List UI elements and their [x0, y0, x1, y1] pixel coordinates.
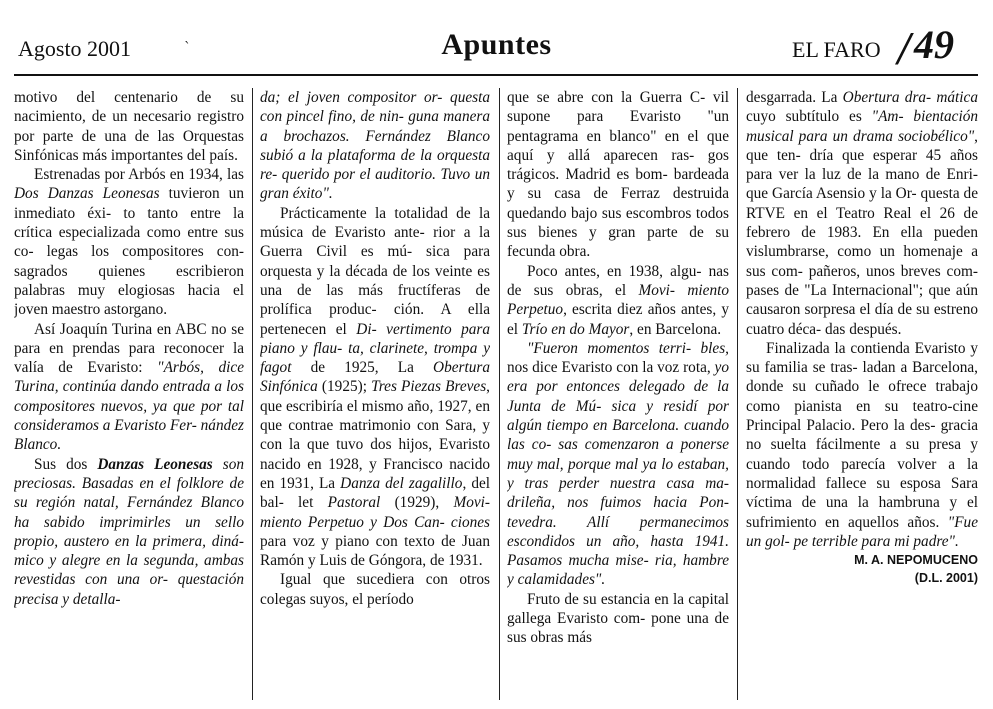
paragraph [14, 320, 244, 455]
paragraph: motivo del centenario de su nacimiento, de un necesario registro por parte de una de las Orquestas Sinfónicas más importantes del país. [14, 89, 244, 164]
paragraph [746, 88, 978, 339]
text-run: Poco antes, en 1938, algu- nas de sus obras, el [507, 262, 729, 299]
work-title: Obertura dra- mática [842, 89, 978, 106]
text-run: , escrita diez años antes, y el [507, 301, 729, 338]
paragraph [260, 204, 490, 571]
newspaper-name: EL FARO [792, 37, 881, 62]
work-title: Di- vertimento para piano y flau- ta, clarinete, trompa y fagot [260, 320, 490, 377]
paragraph: que se abre con la Guerra C- vil supone para Evaristo "un pentagrama en blanco" en el que aquí y allá aparecen ras- gos trágicos. Madrid es bom- bardeada y su casa de Ferraz destruida quedando bajo sus escombros todos sus bienes y gran parte de su fecunda obra. [507, 89, 729, 261]
paragraph [507, 262, 729, 339]
paragraph: Fruto de su estancia en la capital gallega Evaristo com- pone una de sus obras más [507, 590, 729, 647]
page-number: 49 [914, 22, 954, 67]
text-run: cuyo subtítulo es [746, 108, 872, 126]
quote: "Fue un gol- pe terrible para mi padre". [746, 513, 978, 550]
work-title: Danza del zagalillo [340, 474, 463, 492]
paragraph [14, 455, 244, 609]
text-run: , que ten- dría que esperar 45 años para ver la luz de la mano de Enri- que García Asensio y la Or- questa de RTVE en el Teatro Real el 26 de febrero de 1983. En ella pueden vislumbrarse, como un homenaje a sus com- pañeros, unos breves com- pases de "La Internacional"; que aún causaron sorpresa el día de su estreno cuatro déca- das después. [746, 127, 978, 338]
paragraph [507, 339, 729, 590]
text-run: , en Barcelona. [629, 320, 722, 338]
paragraph [260, 88, 490, 204]
page-slash: / [898, 26, 911, 70]
text-run: Finalizada la contienda Evaristo y su familia se tras- ladan a Barcelona, donde su cuñado le ofrece trabajo como pianista en su teatro-cine Principal Palacio. Pero la des- gracia no suelta fácilmente a su presa y cuando todo parecía volver a la normalidad fallece su esposa Sara víctima de una la hambruna y el sufrimiento en aquellos años. [746, 339, 978, 531]
author-byline: M. A. NEPOMUCENO [854, 553, 978, 568]
quote: "Fueron momentos terri- bles, [527, 339, 729, 357]
quote: son preciosas. Basadas en el folklore de su región natal, Fernández Blanco ha sabido imprimirles un sello propio, austero en la primera, diná- mico y alegre en la segunda, ambas revestidas con una or- questación precisa y detalla- [14, 455, 244, 608]
text-run: desgarrada. La [746, 89, 843, 106]
legal-deposit: (D.L. 2001) [914, 571, 978, 586]
column-divider [499, 88, 500, 700]
article-column-2 [260, 88, 490, 703]
quote: yo era por entonces delegado de la Junta de Mú- sica y residí por algún tiempo en Barcelona. cuando las co- sas comenzaron a ponerse muy mal, porque mal ya lo estaban, y tras perder nuestra casa ma- drileña, nos fuimos hacia Pon- tevedra. Allí permanecimos escondidos un año, hasta 1941. Pasamos mucha mise- ria, hambre y calamidades". [507, 359, 729, 589]
column-divider [252, 88, 253, 700]
paragraph [14, 165, 244, 319]
section-title: Apuntes [441, 28, 552, 61]
article-column-4 [746, 88, 978, 703]
work-title: Dos Danzas Leonesas [14, 185, 160, 203]
work-title: Tres Piezas Breves [371, 378, 487, 396]
paragraph: Igual que sucediera con otros colegas suyos, el período [260, 571, 490, 608]
text-run: tuvieron un inmediato éxi- to tanto entre la crítica especializada como entre sus co- legas los compositores con- sagrados quienes escribieron palabras muy elogiosas hacia el joven maestro astorgano. [14, 185, 244, 319]
quote: "Arbós, dice Turina, continúa dando entrada a los compositores nuevos, ya que por tal consideramos a Evaristo Fer- nández Blanco. [14, 359, 244, 454]
article-column-1 [14, 88, 244, 703]
work-title: Obertura Sinfónica [260, 359, 490, 396]
text-run: para voz y piano con texto de Juan Ramón y Luis de Góngora, de 1931. [260, 532, 490, 570]
text-run: de 1925, La [291, 359, 434, 377]
work-title: Trío en do Mayor [521, 320, 630, 338]
text-run: Sus dos [34, 455, 98, 473]
work-title: Movi- miento Perpetuo y Dos Can- ciones [260, 494, 490, 531]
text-run: Prácticamente la totalidad de la música de Evaristo ante- rior a la Guerra Civil es mú- sica para orquesta y la década de los veinte es una de las más fructíferas de prolífica produc- ción. A ella pertenecen el [260, 204, 490, 338]
column-divider [737, 88, 738, 700]
text-run: , del bal- let [260, 474, 490, 512]
page-header [0, 0, 993, 80]
issue-date: Agosto 2001 [18, 36, 132, 61]
text-run: , que escribiría el mismo año, 1927, en que contrae matrimonio con Sara, y con la que tuvo dos hijos, Evaristo nacido en 1928, y Francisco nacido en 1931, La [260, 378, 490, 492]
quote: "Am- bientación musical para un drama sociobélico" [746, 108, 978, 145]
work-title: Danzas Leonesas [97, 455, 213, 473]
work-title: Movi- miento Perpetuo [507, 281, 729, 319]
header-rule [14, 74, 978, 76]
work-title: Pastoral [327, 494, 381, 512]
text-run: nos dice Evaristo con la voz rota, [507, 359, 715, 377]
text-run: Estrenadas por Arbós en 1934, las [34, 166, 244, 184]
article-column-3 [507, 88, 729, 703]
text-run: (1929), [380, 494, 454, 512]
paragraph [746, 339, 978, 551]
quote: da; el joven compositor or- questa con pincel fino, de nin- guna manera a brochazos. Fernández Blanco subió a la plataforma de la orquesta re- querido por el auditorio. Tuvo un gran éxito". [260, 89, 490, 203]
text-run: Así Joaquín Turina en ABC no se para en prendas para reconocer la valía de Evaristo: [14, 320, 244, 377]
text-run: (1925); [317, 378, 372, 396]
stray-mark: ` [184, 40, 191, 56]
